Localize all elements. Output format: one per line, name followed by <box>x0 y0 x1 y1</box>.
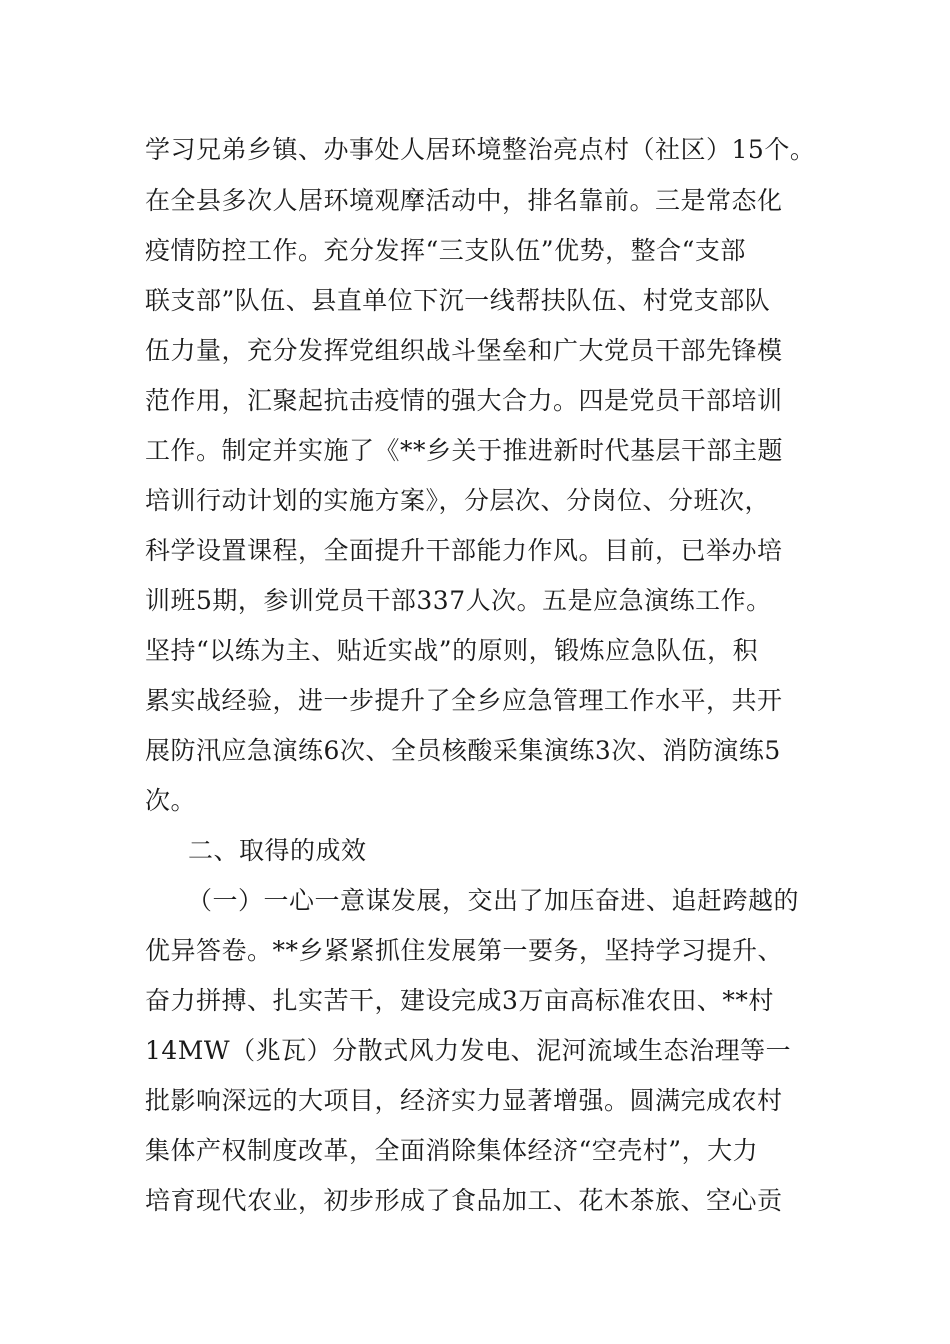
text-line: 疫情防控工作。充分发挥“三支队伍”优势，整合“支部 <box>145 236 746 265</box>
text-line: 工作。制定并实施了《**乡关于推进新时代基层干部主题 <box>145 436 784 465</box>
text-line: 培育现代农业，初步形成了食品加工、花木茶旅、空心贡 <box>145 1186 783 1215</box>
text-line: 学习兄弟乡镇、办事处人居环境整治亮点村（社区）15个。 <box>145 135 816 164</box>
text-line: 集体产权制度改革，全面消除集体经济“空壳村”，大力 <box>145 1136 759 1165</box>
text-line: 次。 <box>145 786 197 815</box>
text-line: 奋力拼搏、扎实苦干，建设完成3万亩高标准农田、**村 <box>145 986 774 1015</box>
text-line: 训班5期，参训党员干部337人次。五是应急演练工作。 <box>145 586 772 615</box>
text-line: 在全县多次人居环境观摩活动中，排名靠前。三是常态化 <box>145 186 783 215</box>
text-line: 科学设置课程，全面提升干部能力作风。目前，已举办培 <box>145 536 783 565</box>
text-line: 范作用，汇聚起抗击疫情的强大合力。四是党员干部培训 <box>145 386 783 415</box>
text-line: 累实战经验，进一步提升了全乡应急管理工作水平，共开 <box>145 686 783 715</box>
text-line: 坚持“以练为主、贴近实战”的原则，锻炼应急队伍，积 <box>145 636 759 665</box>
section-heading: 二、取得的成效 <box>188 836 367 865</box>
text-line: 伍力量，充分发挥党组织战斗堡垒和广大党员干部先锋模 <box>145 336 783 365</box>
text-line: 14MW（兆瓦）分散式风力发电、泥河流域生态治理等一 <box>145 1036 792 1065</box>
text-line: 批影响深远的大项目，经济实力显著增强。圆满完成农村 <box>145 1086 783 1115</box>
subsection-heading: （一）一心一意谋发展，交出了加压奋进、追赶跨越的 <box>187 886 800 915</box>
text-line: 展防汛应急演练6次、全员核酸采集演练3次、消防演练5 <box>145 736 781 765</box>
text-line: 优异答卷。**乡紧紧抓住发展第一要务，坚持学习提升、 <box>145 936 784 965</box>
text-line: 培训行动计划的实施方案》，分层次、分岗位、分班次， <box>145 486 771 515</box>
text-line: 联支部”队伍、县直单位下沉一线帮扶队伍、村党支部队 <box>145 286 771 315</box>
